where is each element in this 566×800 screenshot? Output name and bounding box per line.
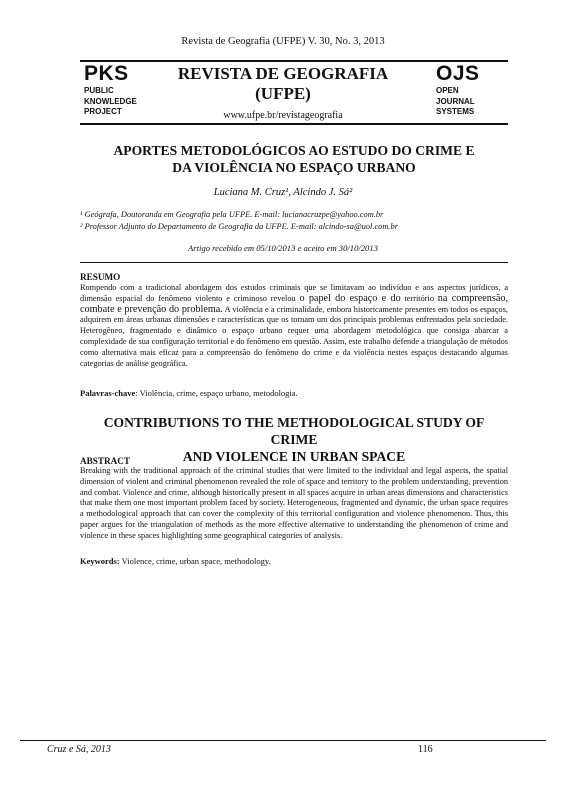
- article-title-pt-line1: APORTES METODOLÓGICOS AO ESTUDO DO CRIME E: [113, 143, 475, 158]
- page-number: 116: [418, 744, 433, 755]
- pkp-logo-line: PUBLIC: [84, 86, 114, 95]
- resumo-text-emph: o papel do espaço e do: [299, 292, 401, 304]
- abstract-heading: ABSTRACT: [80, 456, 131, 466]
- abstract-keywords: [80, 556, 508, 566]
- affiliation-1: ¹ Geógrafa, Doutoranda em Geografia pela UFPE. E-mail: lucianacruzpe@yahoo.com.br: [80, 210, 384, 219]
- abstract-rule: [80, 262, 508, 263]
- article-title-en: [80, 414, 508, 465]
- abstract-text: Breaking with the traditional approach of the criminal studies that were limited to the individual and legal aspects, the spatial dimension of violent and criminal phenomenon revealed the role of space and territory to the problem understanding, prevention and combat. Violence and crime, although historically present in all spaces acquire in urban areas dimensions and characteristics that make them one most important problem faced by society. Heterogeneous, fragmented and dynamic, the urban space requires a methodological approach that can cover the complexity of this territorial configuration and violence phenomenon. Thus, this paper argues for the triangulation of methods as the more effective alternative to understanding the phenomenon of crime and violence in these spaces highlighting some geographical categories of analysis.: [80, 466, 508, 540]
- journal-name: [150, 64, 416, 104]
- pkp-logo-line: PROJECT: [84, 107, 122, 116]
- journal-name-line2: (UFPE): [255, 84, 311, 103]
- resumo-text-b: território: [400, 293, 438, 303]
- ojs-logo-line: JOURNAL: [436, 96, 475, 106]
- ojs-logo-mark: OJS: [436, 62, 480, 85]
- article-title-en-line1: CONTRIBUTIONS TO THE METHODOLOGICAL STUDY OF CRIME: [103, 415, 485, 447]
- pkp-logo-line: KNOWLEDGE: [84, 96, 137, 106]
- resumo-heading: RESUMO: [80, 272, 121, 282]
- abstract-keywords-label: Keywords:: [80, 556, 120, 566]
- resumo-keywords-value: : Violência, crime, espaço urbano, metodologia.: [135, 388, 298, 398]
- running-header: Revista de Geografia (UFPE) V. 30, No. 3, 2013: [181, 36, 385, 47]
- resumo-text-emph2: na compreensão, combate e prevenção do problema.: [80, 292, 508, 315]
- journal-name-line1: REVISTA DE GEOGRAFIA: [177, 64, 389, 83]
- header-bottom-rule: [80, 123, 508, 125]
- pkp-logo-mark: PKS: [84, 62, 129, 85]
- affiliation-2: ² Professor Adjunto do Departamento de Geografia da UFPE. E-mail: alcindo-sa@uol.com.br: [80, 222, 398, 231]
- footer-rule: [20, 740, 546, 741]
- article-title-pt: [80, 142, 508, 176]
- resumo-text: [80, 283, 508, 369]
- authors: Luciana M. Cruz¹, Alcindo J. Sá²: [213, 187, 353, 198]
- resumo-keywords: [80, 388, 508, 398]
- ojs-logo-line: OPEN: [436, 86, 459, 95]
- article-title-en-line2: AND VIOLENCE IN URBAN SPACE: [182, 449, 406, 464]
- resumo-text-a: Rompendo com a tradicional abordagem dos estudos criminais que se limitavam ao indivíduo e aos aspectos jurídicos, a dimensão espacial do fenômeno violento e criminoso revelou: [80, 283, 508, 303]
- resumo-keywords-label: Palavras-chave: [80, 388, 136, 398]
- ojs-logo-line: SYSTEMS: [436, 107, 475, 116]
- abstract-keywords-value: Violence, crime, urban space, methodology.: [119, 556, 271, 566]
- ojs-logo: [436, 62, 480, 118]
- article-title-pt-line2: DA VIOLÊNCIA NO ESPAÇO URBANO: [172, 160, 416, 175]
- pkp-logo: [84, 62, 137, 118]
- footer-citation: Cruz e Sá, 2013: [47, 744, 111, 755]
- resumo-text-c: A violência e a criminalidade, embora historicamente presentes em todos os espaços, adquirem em áreas urbanas dimensões e características que os tornam um dos principais problemas enfrentados pela sociedade. Heterogêneo, fragmentado e dinâmico o espaço urbano requer uma abordagem metodológica que consiga abarcar a complexidade de sua configuração territorial e do fenômeno em questão. Assim, este trabalho defende a triangulação de métodos como alternativa mais eficaz para a compreensão do fenômeno do crime e da violência nestes espaços destacando algumas categorias de análise geográfica.: [80, 304, 508, 368]
- received-date: Artigo recebido em 05/10/2013 e aceito em 30/10/2013: [188, 243, 378, 253]
- journal-url[interactable]: www.ufpe.br/revistageografia: [223, 110, 343, 121]
